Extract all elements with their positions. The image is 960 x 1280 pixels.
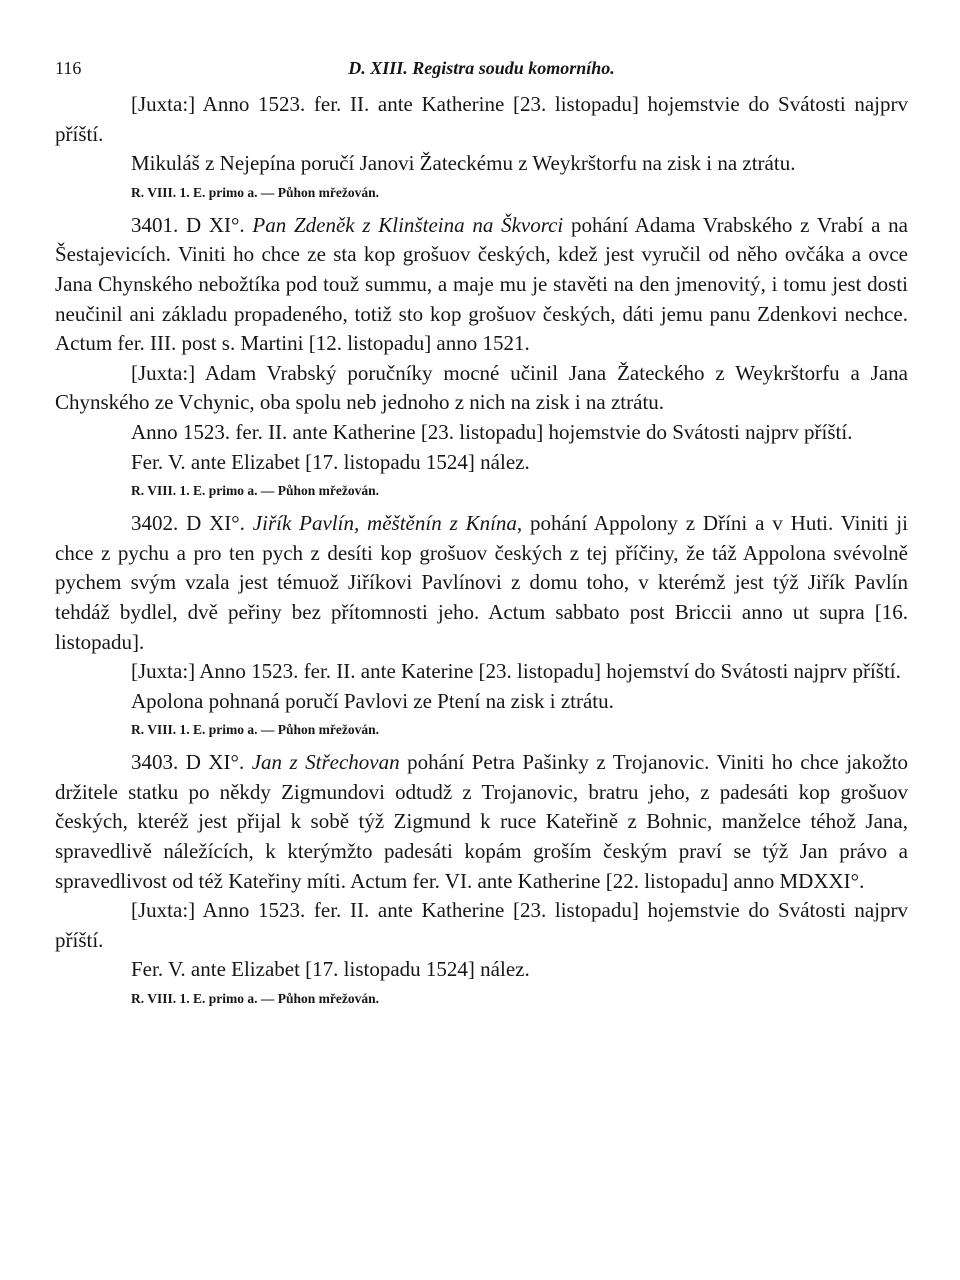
- page-header: [55, 52, 908, 90]
- register-reference: R. VIII. 1. E. primo a. — Půhon mřežován.: [131, 722, 380, 738]
- paragraph: Apolona pohnaná poručí Pavlovi ze Ptení na zisk i ztrátu.: [131, 688, 614, 713]
- paragraph: [Juxta:] Adam Vrabský poručníky mocné učinil Jana Žateckého z Weykrštorfu a Jana Chynského ze Vchynic, oba spolu neb jednoho z nich na zisk i na ztrátu.: [55, 360, 908, 415]
- running-head: D. XIII. Registra soudu komorního.: [348, 58, 615, 78]
- case-text: pohání Appolony z Dříni a v Huti. Viniti ji chce z pychu a pro ten pych z desíti kop grošuov českých z tej příčiny, že táž Appolona svévolně pychem svým vzala jest témuož Jiříkovi Pavlínovi z domu toho, v kterémž jest týž Jiřík Pavlín tehdáž bydlel, dvě peřiny bez přítomnosti jeho. Actum sabbato post Briccii anno ut supra [16. listopadu].: [55, 511, 908, 654]
- case-number: 3403. D XI°.: [131, 750, 245, 775]
- paragraph: Fer. V. ante Elizabet [17. listopadu 1524] nález.: [131, 449, 530, 474]
- case-text: pohání Adama Vrabského z Vrabí a na Šestajevicích. Viniti ho chce ze sta kop grošuov českých, kdež jest vyručil od něho ovčáka a ovce Jana Chynského nebožtíka pod touž summu, a maje mu je stavěti na den jmenovitý, i tomu jest dosti neučinil ani základu propadeného, totiž sto kop grošuov českých, dáti jemu panu Zdenkovi nechce. Actum fer. III. post s. Martini [12. listopadu] anno 1521.: [55, 212, 908, 356]
- paragraph: [Juxta:] Anno 1523. fer. II. ante Katerine [23. listopadu] hojemství do Svátosti najprv příští.: [131, 659, 901, 684]
- case-entry: [55, 748, 908, 896]
- paragraph: Fer. V. ante Elizabet [17. listopadu 1524] nález.: [131, 957, 530, 982]
- case-number: 3401. D XI°.: [131, 212, 245, 237]
- plaintiff-name: Pan Zdeněk z Klinšteina na Škvorci: [252, 212, 564, 237]
- case-entry: [55, 211, 908, 359]
- document-page: [55, 52, 908, 1017]
- paragraph: Anno 1523. fer. II. ante Katherine [23. listopadu] hojemstvie do Svátosti najprv příští.: [131, 419, 853, 444]
- paragraph: [Juxta:] Anno 1523. fer. II. ante Katherine [23. listopadu] hojemstvie do Svátosti najprv příští.: [55, 92, 908, 146]
- case-number: 3402. D XI°.: [131, 511, 245, 536]
- page-number: 116: [55, 58, 82, 78]
- case-text: pohání Petra Pašinky z Trojanovic. Viniti ho chce jakožto držitele statku po někdy Zigmundovi odtudž z Trojanovic, bratru jeho, z padesáti kop grošuov českých, kteréž jest přijal k sobě týž Zigmund k ruce Kateřině z Bohnic, manželce téhož Jana, spravedlivě náležících, k kterýmžto padesáti kopám groším českým praví se týž Jan právo a spravedlivost od též Kateřiny míti. Actum fer. VI. ante Katherine [22. listopadu] anno MDXXI°.: [55, 750, 909, 893]
- register-reference: R. VIII. 1. E. primo a. — Půhon mřežován.: [131, 991, 380, 1007]
- register-reference: R. VIII. 1. E. primo a. — Půhon mřežován.: [131, 483, 380, 499]
- plaintiff-name: Jan z Střechovan: [251, 750, 400, 775]
- plaintiff-name: Jiřík Pavlín, měštěnín z Knína,: [252, 511, 523, 536]
- case-entry: [55, 509, 908, 657]
- page-body: [55, 90, 908, 1011]
- paragraph: Mikuláš z Nejepína poručí Janovi Žateckému z Weykrštorfu na zisk i na ztrátu.: [131, 151, 796, 176]
- register-reference: R. VIII. 1. E. primo a. — Půhon mřežován.: [131, 184, 380, 200]
- paragraph: [Juxta:] Anno 1523. fer. II. ante Katherine [23. listopadu] hojemstvie do Svátosti najprv příští.: [55, 898, 908, 952]
